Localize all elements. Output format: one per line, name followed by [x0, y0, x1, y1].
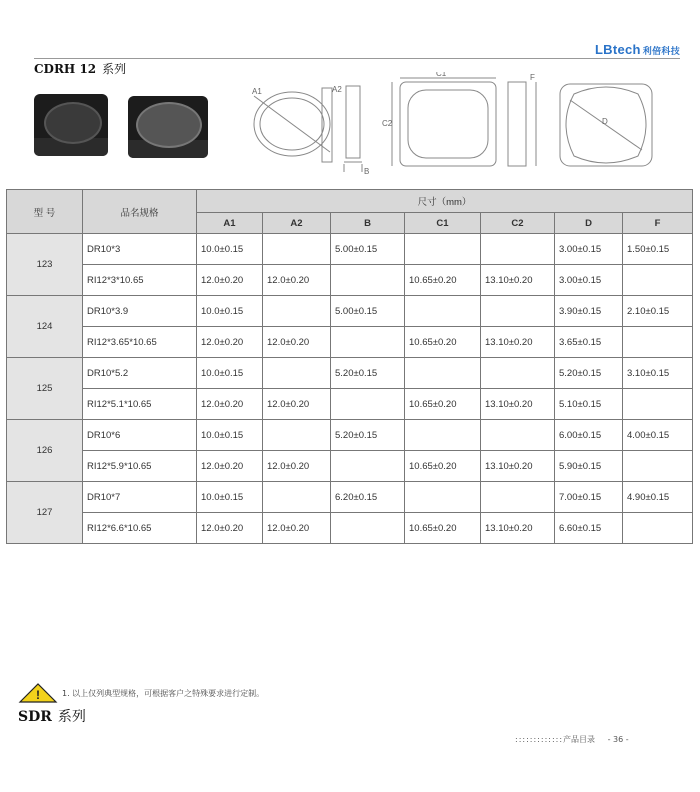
dimension-cell: 10.0±0.15 [197, 234, 263, 265]
dimension-cell: 10.65±0.20 [405, 451, 481, 482]
dimension-cell: 10.0±0.15 [197, 482, 263, 513]
dimension-cell: 3.00±0.15 [555, 234, 623, 265]
footnote: 1. 以上仅列典型规格，可根据客户之特殊要求进行定制。 [62, 689, 265, 698]
header-divider [34, 58, 680, 59]
column-header: F [623, 213, 693, 234]
dimension-cell: 3.90±0.15 [555, 296, 623, 327]
table-row [7, 420, 693, 451]
spec-table [6, 189, 693, 544]
dimension-cell [263, 296, 331, 327]
dimension-cell [263, 234, 331, 265]
model-cell: 125 [7, 358, 83, 420]
warning-triangle-icon [18, 682, 58, 704]
dimension-cell: 12.0±0.20 [197, 265, 263, 296]
dimension-cell: 5.00±0.15 [331, 234, 405, 265]
dimension-cell: 12.0±0.20 [197, 327, 263, 358]
column-header: D [555, 213, 623, 234]
footer-text: 产品目录 [563, 735, 596, 744]
table-row [7, 389, 693, 420]
spec-cell: DR10*3 [83, 234, 197, 265]
header-size: 尺寸（mm） [197, 190, 693, 213]
model-cell: 126 [7, 420, 83, 482]
table-row [7, 234, 693, 265]
dimension-cell: 12.0±0.20 [197, 451, 263, 482]
dimension-cell [331, 327, 405, 358]
dimension-cell [623, 327, 693, 358]
dimension-cell: 10.0±0.15 [197, 296, 263, 327]
dimension-cell: 5.20±0.15 [331, 358, 405, 389]
dimension-cell: 5.20±0.15 [331, 420, 405, 451]
spec-cell: RI12*3*10.65 [83, 265, 197, 296]
dimension-cell: 12.0±0.20 [263, 389, 331, 420]
dimension-cell [263, 358, 331, 389]
dimension-cell: 5.90±0.15 [555, 451, 623, 482]
dimension-cell: 13.10±0.20 [481, 327, 555, 358]
dimension-cell: 12.0±0.20 [263, 451, 331, 482]
dimension-cell [481, 234, 555, 265]
label-a2: A2 [332, 85, 342, 94]
spec-cell: DR10*6 [83, 420, 197, 451]
dimension-cell: 10.65±0.20 [405, 327, 481, 358]
dimension-cell [263, 482, 331, 513]
dimension-drawing [240, 72, 680, 182]
dimension-cell: 13.10±0.20 [481, 389, 555, 420]
dimension-cell [263, 420, 331, 451]
table-row [7, 296, 693, 327]
next-series-cn: 系列 [57, 709, 86, 725]
table-row [7, 482, 693, 513]
dimension-cell [405, 358, 481, 389]
dimension-cell: 1.50±0.15 [623, 234, 693, 265]
spec-cell: RI12*3.65*10.65 [83, 327, 197, 358]
table-row [7, 327, 693, 358]
dimension-cell [481, 296, 555, 327]
dimension-cell [481, 420, 555, 451]
dimension-cell: 4.90±0.15 [623, 482, 693, 513]
spec-cell: RI12*5.9*10.65 [83, 451, 197, 482]
dimension-cell: 3.00±0.15 [555, 265, 623, 296]
spec-cell: RI12*6.6*10.65 [83, 513, 197, 544]
dimension-cell: 5.00±0.15 [331, 296, 405, 327]
series-title [34, 60, 126, 77]
dimension-cell: 12.0±0.20 [263, 265, 331, 296]
svg-text:!: ! [36, 688, 40, 702]
dimension-cell: 13.10±0.20 [481, 265, 555, 296]
dimension-cell: 13.10±0.20 [481, 513, 555, 544]
dimension-cell [623, 451, 693, 482]
column-header: C2 [481, 213, 555, 234]
page-number: - 36 - [607, 735, 629, 744]
dimension-cell: 10.65±0.20 [405, 389, 481, 420]
next-series-title [18, 706, 86, 726]
dimension-cell: 10.0±0.15 [197, 420, 263, 451]
dimension-cell [623, 389, 693, 420]
dimension-cell: 12.0±0.20 [197, 513, 263, 544]
label-b: B [364, 167, 370, 176]
logo-cn: 利倍科技 [642, 46, 680, 56]
dimension-cell: 12.0±0.20 [263, 513, 331, 544]
dimension-cell: 12.0±0.20 [197, 389, 263, 420]
dimension-cell [405, 482, 481, 513]
series-code: CDRH 12 [34, 62, 97, 76]
spec-cell: DR10*7 [83, 482, 197, 513]
model-cell: 124 [7, 296, 83, 358]
dimension-cell: 10.65±0.20 [405, 265, 481, 296]
dimension-cell [481, 358, 555, 389]
dimension-cell: 6.20±0.15 [331, 482, 405, 513]
dimension-cell [405, 234, 481, 265]
dimension-cell [331, 265, 405, 296]
dimension-cell [405, 296, 481, 327]
page-footer: :::::::::::::产品目录 - 36 - [515, 735, 629, 744]
model-cell: 127 [7, 482, 83, 544]
dimension-cell: 10.65±0.20 [405, 513, 481, 544]
label-c1: C1 [436, 72, 447, 78]
dimension-cell [331, 513, 405, 544]
brand-logo [595, 42, 680, 57]
dimension-cell: 5.20±0.15 [555, 358, 623, 389]
product-photo-left [34, 94, 108, 156]
column-header: C1 [405, 213, 481, 234]
dimension-cell: 6.00±0.15 [555, 420, 623, 451]
table-row [7, 451, 693, 482]
spec-cell: DR10*5.2 [83, 358, 197, 389]
table-row [7, 265, 693, 296]
label-d: D [602, 117, 608, 126]
series-cn: 系列 [102, 62, 127, 76]
dimension-cell [623, 513, 693, 544]
column-header: A1 [197, 213, 263, 234]
dimension-cell [331, 389, 405, 420]
dimension-cell: 10.0±0.15 [197, 358, 263, 389]
dimension-cell [331, 451, 405, 482]
table-row [7, 358, 693, 389]
label-a1: A1 [252, 87, 262, 96]
dimension-cell: 12.0±0.20 [263, 327, 331, 358]
column-header: B [331, 213, 405, 234]
dimension-cell [623, 265, 693, 296]
dimension-cell: 7.00±0.15 [555, 482, 623, 513]
table-row [7, 513, 693, 544]
header-spec: 品名规格 [83, 190, 197, 234]
dimension-cell: 6.60±0.15 [555, 513, 623, 544]
dimension-cell: 3.65±0.15 [555, 327, 623, 358]
spec-cell: RI12*5.1*10.65 [83, 389, 197, 420]
dimension-cell: 5.10±0.15 [555, 389, 623, 420]
model-cell: 123 [7, 234, 83, 296]
label-c2: C2 [382, 119, 393, 128]
dimension-cell: 2.10±0.15 [623, 296, 693, 327]
logo-text: LBtech [594, 42, 641, 57]
label-f: F [530, 73, 535, 82]
header-model: 型 号 [7, 190, 83, 234]
next-series-code: SDR [18, 709, 52, 725]
dimension-cell: 4.00±0.15 [623, 420, 693, 451]
dimension-cell [481, 482, 555, 513]
dimension-cell: 13.10±0.20 [481, 451, 555, 482]
column-header: A2 [263, 213, 331, 234]
product-photo-right [128, 96, 208, 158]
dimension-cell [405, 420, 481, 451]
dimension-cell: 3.10±0.15 [623, 358, 693, 389]
spec-cell: DR10*3.9 [83, 296, 197, 327]
